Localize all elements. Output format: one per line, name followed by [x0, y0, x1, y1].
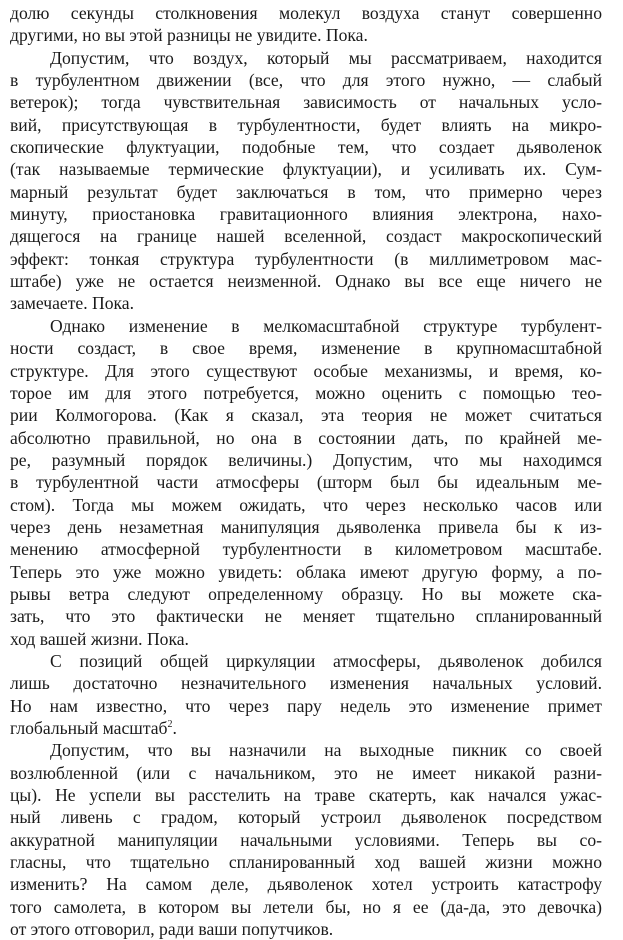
text-line — [10, 2, 602, 24]
line-text: в турбулентном движении (все, что для этого нужно, — слабый — [10, 70, 602, 91]
line-text: Допустим, что вы назначили на выходные пикник со своей — [50, 740, 602, 761]
line-text: долю секунды столкновения молекул воздуха станут совершенно — [10, 3, 602, 23]
line-text: штабе) уже не остается неизменной. Однако вы все еще ничего не — [10, 271, 602, 292]
line-text: Теперь это уже можно увидеть: облака имеют другую форму, а по- — [10, 561, 602, 582]
text-line — [10, 851, 602, 873]
line-text: ветерок); тогда чувствительная зависимость от начальных усло- — [10, 92, 602, 113]
text-line — [10, 829, 602, 851]
text-line — [10, 181, 602, 203]
text-line — [10, 69, 602, 91]
text-line — [10, 538, 602, 560]
text-line — [10, 427, 602, 449]
text-line — [10, 806, 602, 828]
paragraph — [10, 2, 602, 47]
line-text: Но нам известно, что через пару недель это изменение примет — [10, 695, 602, 716]
text-line — [10, 315, 602, 337]
line-text: цы). Не успели вы расстелить на траве скатерть, как начался ужас- — [10, 785, 602, 806]
line-text: в турбулентной части атмосферы (шторм был бы идеальным ме- — [10, 472, 602, 493]
line-text: минуту, приостановка гравитационного влияния электрона, нахо- — [10, 204, 602, 225]
text-line — [10, 270, 602, 292]
text-line — [10, 382, 602, 404]
line-text: через день незаметная манипуляция дьяволенка привела бы к из- — [10, 516, 602, 537]
line-text: рывы ветра следуют определенному образцу. Но вы можете ска- — [10, 583, 602, 604]
line-text: (так называемые термические флуктуации), и усиливать их. Сум- — [10, 159, 602, 180]
paragraph — [10, 315, 602, 650]
line-text: ре, разумный порядок величины.) Допустим, что мы находимся — [10, 449, 602, 470]
line-text: структуре. Для этого существуют особые механизмы, и время, ко- — [10, 360, 602, 381]
text-line — [10, 561, 602, 583]
text-line — [10, 873, 602, 895]
text-line — [10, 449, 602, 471]
line-text: ход вашей жизни. Пока. — [10, 628, 189, 649]
paragraph — [10, 739, 602, 940]
text-line — [10, 471, 602, 493]
line-text: лишь достаточно незначительного изменения начальных условий. — [10, 673, 602, 694]
line-text: скопические флуктуации, подобные тем, что создает дьяволенок — [10, 137, 602, 158]
text-line — [10, 516, 602, 538]
line-text: торое им для этого потребуется, можно оценить с помощью тео- — [10, 382, 602, 403]
text-line — [10, 136, 602, 158]
text-line — [10, 404, 602, 426]
text-line — [10, 650, 602, 672]
line-text: Однако изменение в мелкомасштабной структуре турбулент- — [50, 315, 602, 336]
line-text: абсолютно правильной, но она в состоянии дать, по крайней ме- — [10, 427, 602, 448]
footnote-marker[interactable]: 2 — [167, 719, 173, 730]
text-line — [10, 225, 602, 247]
line-text: ности создаст, в свое время, изменение в крупномасштабной — [10, 338, 602, 359]
text-line — [10, 784, 602, 806]
line-tail: . — [172, 718, 177, 738]
text-line — [10, 337, 602, 359]
line-text: С позиций общей циркуляции атмосферы, дьяволенок добился — [50, 650, 602, 671]
line-text: менению атмосферной турбулентности в километровом масштабе. — [10, 539, 602, 560]
line-text: эффект: тонкая структура турбулентности (в миллиметровом мас- — [10, 248, 602, 269]
line-text: дящегося на границе нашей вселенной, создаст макроскопический — [10, 226, 602, 247]
text-line — [10, 114, 602, 136]
line-text: другими, но вы этой разницы не увидите. Пока. — [10, 25, 368, 46]
text-line — [10, 628, 602, 650]
line-text: вий, присутствующая в турбулентности, будет влиять на микро- — [10, 114, 602, 135]
paragraph — [10, 650, 602, 739]
line-text: от этого отговорил, ради ваши попутчиков. — [10, 919, 334, 940]
line-text: рии Колмогорова. (Как я сказал, эта теория не может считаться — [10, 405, 602, 426]
line-text: зать, что это фактически не меняет тщательно спланированный — [10, 606, 602, 627]
text-line — [10, 739, 602, 761]
text-line — [10, 203, 602, 225]
line-text: марный результат будет заключаться в том, что примерно через — [10, 181, 602, 202]
text-line — [10, 583, 602, 605]
line-text: ный ливень с градом, который устроил дьяволенок посредством — [10, 807, 602, 828]
text-line — [10, 91, 602, 113]
line-text: возлюбленной (или с начальником, это не имеет никакой разни- — [10, 762, 602, 783]
text-line — [10, 158, 602, 180]
text-line — [10, 717, 602, 739]
text-line — [10, 918, 602, 940]
line-text: изменить? На самом деле, дьяволенок хотел устроить катастрофу — [10, 874, 602, 895]
paragraph — [10, 47, 602, 315]
text-line — [10, 762, 602, 784]
line-text: стом). Тогда мы можем ожидать, что через несколько часов или — [10, 494, 602, 515]
text-line — [10, 24, 602, 46]
text-line — [10, 47, 602, 69]
line-text: гласны, что тщательно спланированный ход вашей жизни можно — [10, 852, 602, 873]
text-line — [10, 494, 602, 516]
line-text: замечаете. Пока. — [10, 293, 135, 314]
line-text: аккуратной манипуляции начальными условиями. Теперь вы со- — [10, 829, 602, 850]
text-line — [10, 605, 602, 627]
text-line — [10, 896, 602, 918]
text-line — [10, 360, 602, 382]
text-line — [10, 292, 602, 314]
text-line — [10, 672, 602, 694]
line-text: того самолета, в котором вы летели бы, но я ее (да-да, это девочка) — [10, 896, 602, 917]
text-line — [10, 248, 602, 270]
line-text: глобальный масштаб — [10, 718, 168, 738]
line-text: Допустим, что воздух, который мы рассматриваем, находится — [50, 47, 602, 68]
text-line — [10, 695, 602, 717]
